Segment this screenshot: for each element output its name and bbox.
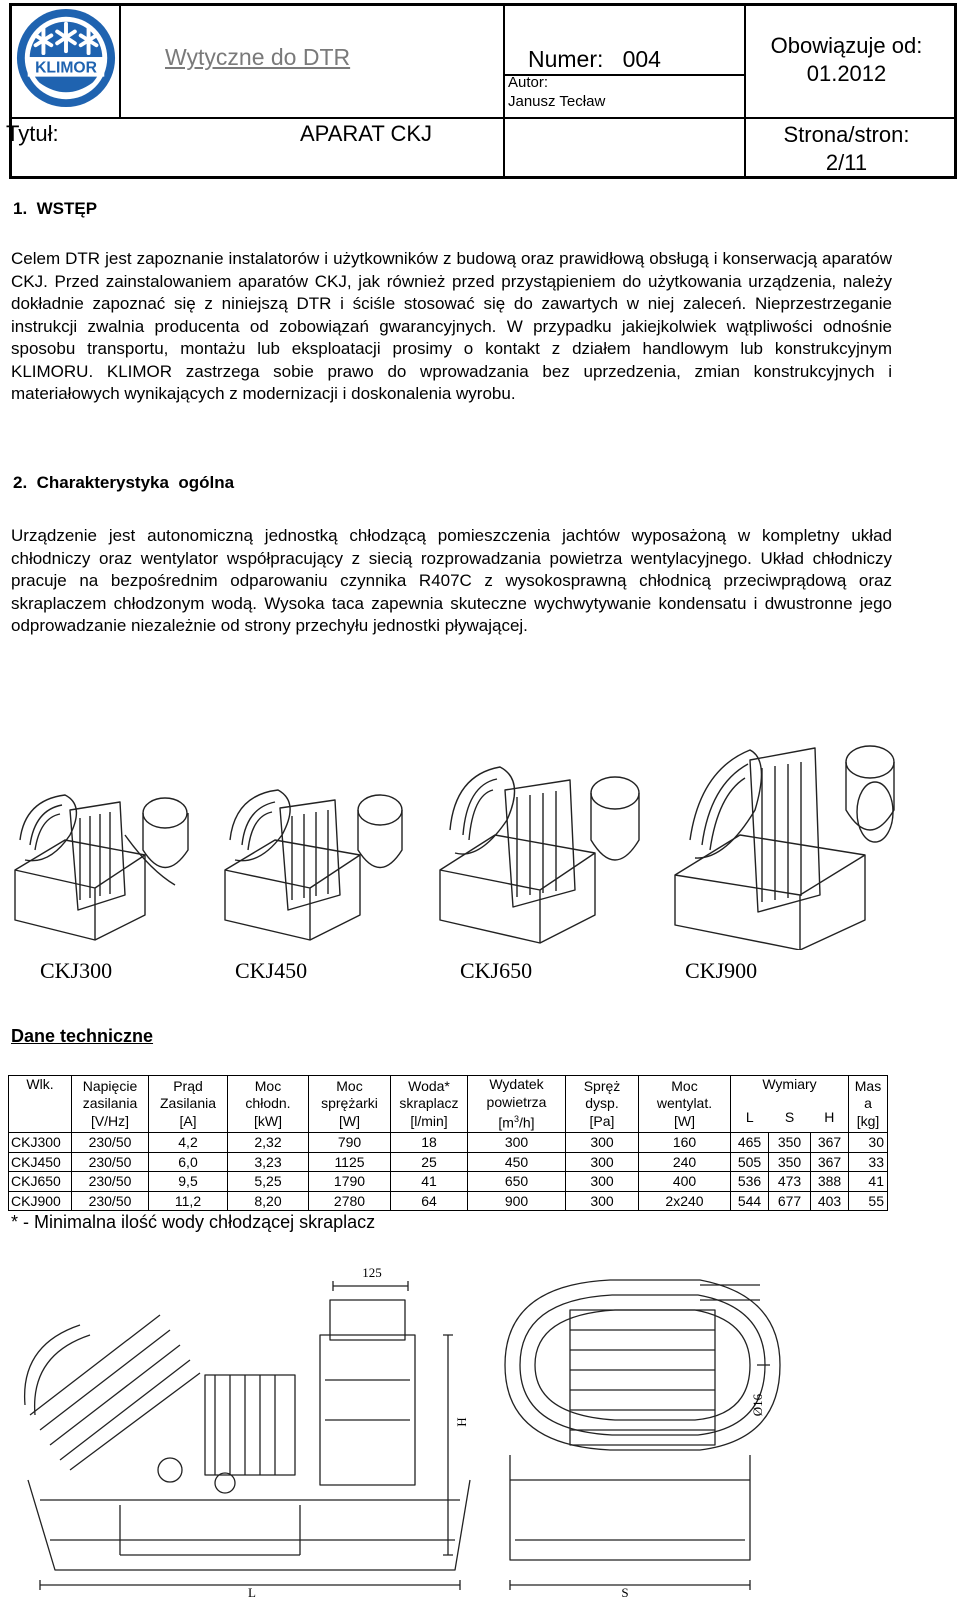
dim-125-label: 125 bbox=[362, 1265, 382, 1280]
cell-pressure: 300 bbox=[566, 1152, 639, 1172]
cell-H: 367 bbox=[811, 1152, 849, 1172]
cell-current: 4,2 bbox=[149, 1133, 228, 1153]
valid-from bbox=[748, 32, 945, 88]
cell-S: 677 bbox=[769, 1191, 811, 1211]
general-paragraph: Urządzenie jest autonomiczną jednostką chłodzącą pomieszczenia jachtów wyposażoną w kompletny układ chłodniczy oraz wentylator współpracujący z siecią rozprowadzania powietrza wentylacyjnego. Układ chłodniczy pracuje na bezpośrednim odparowaniu czynnika R407C z wysokosprawną chłodnicą przeciwprądową oraz skraplaczem chłodzonym wodą. Wysoka taca zapewnia skuteczne wychwytywanie kondensatu i dwustronne jego odprowadzanie niezależnie od strony przechyłu jednostki pływającej. bbox=[11, 526, 892, 635]
col-header-dimensions: Wymiary bbox=[731, 1076, 849, 1105]
dim-H-label: H bbox=[454, 1417, 469, 1427]
dimension-drawings bbox=[0, 1255, 960, 1598]
cell-airflow: 300 bbox=[468, 1133, 566, 1153]
svg-text:KLIMOR: KLIMOR bbox=[35, 59, 97, 77]
dim-phi-label: Ø16 bbox=[750, 1393, 765, 1417]
section-heading-intro: 1. WSTĘP bbox=[13, 199, 98, 218]
cell-voltage: 230/50 bbox=[72, 1152, 149, 1172]
cell-L: 465 bbox=[731, 1133, 769, 1153]
header-divider bbox=[744, 6, 746, 176]
cell-mass: 33 bbox=[849, 1152, 888, 1172]
cell-pressure: 300 bbox=[566, 1133, 639, 1153]
cell-airflow: 450 bbox=[468, 1152, 566, 1172]
dim-S-label: S bbox=[621, 1585, 629, 1598]
front-view-drawing bbox=[25, 1300, 470, 1570]
cell-current: 9,5 bbox=[149, 1172, 228, 1192]
page-counter bbox=[748, 121, 945, 177]
cell-L: 505 bbox=[731, 1152, 769, 1172]
col-header-water: Woda* skraplacz [l/min] bbox=[391, 1076, 468, 1133]
table-row bbox=[9, 1133, 888, 1153]
unit-ckj650-drawing bbox=[440, 767, 639, 943]
cell-water: 41 bbox=[391, 1172, 468, 1192]
subject-value: APARAT CKJ bbox=[300, 121, 433, 146]
cell-current: 11,2 bbox=[149, 1191, 228, 1211]
table-row bbox=[9, 1191, 888, 1211]
header-divider bbox=[119, 6, 121, 118]
cell-cooling: 3,23 bbox=[228, 1152, 309, 1172]
subject-label: Tytuł: bbox=[6, 121, 59, 146]
cell-compressor: 2780 bbox=[309, 1191, 391, 1211]
cell-water: 18 bbox=[391, 1133, 468, 1153]
col-header-mass: Mas a [kg] bbox=[849, 1076, 888, 1133]
unit-ckj450-drawing bbox=[225, 790, 402, 940]
col-header-compressor-power: Moc sprężarki [W] bbox=[309, 1076, 391, 1133]
cell-mass: 41 bbox=[849, 1172, 888, 1192]
col-header-fan-power: Moc wentylat. [W] bbox=[639, 1076, 731, 1133]
cell-S: 350 bbox=[769, 1133, 811, 1153]
cell-voltage: 230/50 bbox=[72, 1172, 149, 1192]
header-divider bbox=[503, 6, 505, 176]
col-header-type: Wlk. bbox=[9, 1076, 72, 1133]
cell-compressor: 1790 bbox=[309, 1172, 391, 1192]
cell-S: 473 bbox=[769, 1172, 811, 1192]
cell-compressor: 1125 bbox=[309, 1152, 391, 1172]
cell-voltage: 230/50 bbox=[72, 1191, 149, 1211]
page-label: Strona/stron: bbox=[783, 122, 910, 147]
intro-paragraph: Celem DTR jest zapoznanie instalatorów i użytkowników z budową oraz prawidłową obsługą i konserwacją aparatów CKJ. Przed zainstalowaniem aparatów CKJ, jak również przed przystąpieniem do użytkowania urządzenia, należy dokładnie zapoznać się z niniejszą DTR i ściśle stosować się do zawartych w niej zaleceń. Nieprzestrzeganie instrukcji zwalnia producenta od zobowiązań gwarancyjnych. W przypadku jakiejkolwiek wątpliwości odnośnie sposobu transportu, montażu lub eksploatacji prosimy o kontakt z działem handlowym lub konstrukcyjnym KLIMORU. KLIMOR zastrzega sobie prawo do wprowadzania bez uprzedzenia, zmian konstrukcyjnych i materiałowych wynikających z modernizacji i doskonalenia wyrobu. bbox=[11, 249, 892, 403]
cell-H: 403 bbox=[811, 1191, 849, 1211]
valid-from-value: 01.2012 bbox=[806, 61, 887, 86]
cell-model: CKJ450 bbox=[9, 1152, 72, 1172]
col-header-cooling-power: Moc chłodn. [kW] bbox=[228, 1076, 309, 1133]
header-divider bbox=[12, 117, 744, 119]
cell-H: 367 bbox=[811, 1133, 849, 1153]
cell-airflow: 650 bbox=[468, 1172, 566, 1192]
cell-cooling: 8,20 bbox=[228, 1191, 309, 1211]
cell-cooling: 5,25 bbox=[228, 1172, 309, 1192]
cell-mass: 30 bbox=[849, 1133, 888, 1153]
cell-fan: 2x240 bbox=[639, 1191, 731, 1211]
cell-pressure: 300 bbox=[566, 1191, 639, 1211]
side-view-drawing bbox=[505, 1280, 780, 1560]
tech-data-table bbox=[8, 1075, 888, 1211]
cell-model: CKJ650 bbox=[9, 1172, 72, 1192]
valid-from-label: Obowiązuje od: bbox=[770, 33, 923, 58]
model-label-ckj900: CKJ900 bbox=[685, 958, 758, 983]
author-label: Autor: bbox=[508, 74, 549, 91]
cell-current: 6,0 bbox=[149, 1152, 228, 1172]
table-row bbox=[9, 1172, 888, 1192]
cell-pressure: 300 bbox=[566, 1172, 639, 1192]
model-label-ckj300: CKJ300 bbox=[40, 958, 113, 983]
cell-L: 536 bbox=[731, 1172, 769, 1192]
klimor-logo bbox=[14, 6, 118, 110]
page-value: 2/11 bbox=[825, 150, 868, 175]
product-drawings bbox=[10, 710, 910, 950]
col-header-current: Prąd Zasilania [A] bbox=[149, 1076, 228, 1133]
cell-fan: 160 bbox=[639, 1133, 731, 1153]
cell-H: 388 bbox=[811, 1172, 849, 1192]
table-header-row bbox=[9, 1076, 888, 1105]
cell-cooling: 2,32 bbox=[228, 1133, 309, 1153]
table-row bbox=[9, 1152, 888, 1172]
section-heading-general: 2. Charakterystyka ogólna bbox=[13, 473, 235, 492]
col-header-pressure: Spręż dysp. [Pa] bbox=[566, 1076, 639, 1133]
cell-model: CKJ900 bbox=[9, 1191, 72, 1211]
document-number: Numer: 004 bbox=[528, 46, 661, 72]
document-title: Wytyczne do DTR bbox=[165, 44, 351, 70]
cell-water: 64 bbox=[391, 1191, 468, 1211]
col-header-H: H bbox=[811, 1104, 849, 1133]
unit-ckj900-drawing bbox=[675, 746, 894, 950]
cell-fan: 400 bbox=[639, 1172, 731, 1192]
cell-mass: 55 bbox=[849, 1191, 888, 1211]
unit-ckj300-drawing bbox=[15, 795, 188, 940]
cell-airflow: 900 bbox=[468, 1191, 566, 1211]
dim-L-label: L bbox=[248, 1585, 256, 1598]
cell-L: 544 bbox=[731, 1191, 769, 1211]
col-header-voltage: Napięcie zasilania [V/Hz] bbox=[72, 1076, 149, 1133]
model-label-ckj450: CKJ450 bbox=[235, 958, 308, 983]
cell-water: 25 bbox=[391, 1152, 468, 1172]
cell-compressor: 790 bbox=[309, 1133, 391, 1153]
cell-S: 350 bbox=[769, 1152, 811, 1172]
tech-data-heading: Dane techniczne bbox=[11, 1026, 154, 1046]
cell-voltage: 230/50 bbox=[72, 1133, 149, 1153]
col-header-S: S bbox=[769, 1104, 811, 1133]
col-header-L: L bbox=[731, 1104, 769, 1133]
author-name: Janusz Tecław bbox=[508, 93, 606, 110]
cell-fan: 240 bbox=[639, 1152, 731, 1172]
col-header-airflow: Wydatek powietrza $[m^3/h]$ bbox=[468, 1076, 566, 1133]
model-label-ckj650: CKJ650 bbox=[460, 958, 533, 983]
water-footnote: * - Minimalna ilość wody chłodzącej skraplacz bbox=[11, 1212, 376, 1232]
header-divider bbox=[744, 117, 954, 119]
cell-model: CKJ300 bbox=[9, 1133, 72, 1153]
